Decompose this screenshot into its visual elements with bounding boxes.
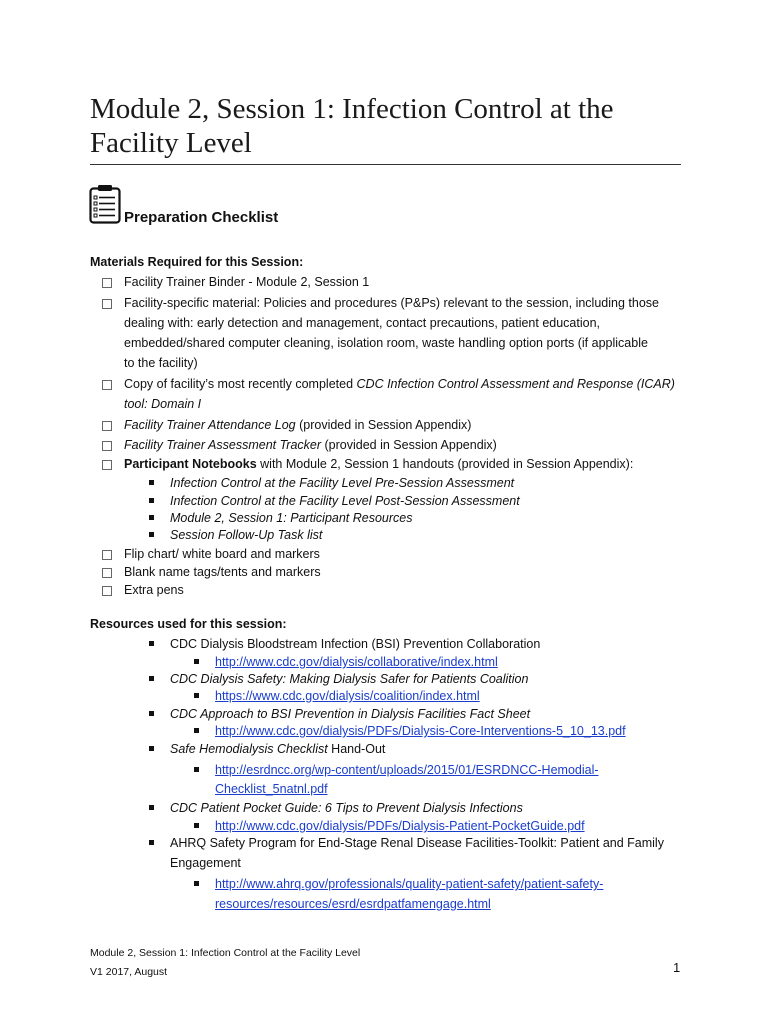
resource-link[interactable]: http://www.cdc.gov/dialysis/PDFs/Dialysis-Core-Interventions-5_10_13.pdf [215, 724, 626, 738]
bullet-icon [149, 480, 154, 485]
bullet-icon [194, 823, 199, 828]
icar-tool-title: CDC Infection Control Assessment and Response (ICAR) [356, 377, 675, 391]
notebook-handout: Infection Control at the Facility Level Pre-Session Assessment [170, 476, 515, 490]
material-item [124, 374, 675, 394]
resource-link-cont[interactable]: Checklist_5natnl.pdf [215, 782, 328, 796]
checkbox[interactable] [102, 278, 112, 288]
participant-notebooks: Participant Notebooks [124, 457, 257, 471]
material-item: Extra pens [124, 583, 184, 597]
bullet-icon [149, 532, 154, 537]
resource-item: AHRQ Safety Program for End-Stage Renal Disease Facilities-Toolkit: Patient and Family [170, 836, 664, 850]
resource-item: CDC Dialysis Safety: Making Dialysis Safer for Patients Coalition [170, 672, 529, 686]
checkbox[interactable] [102, 586, 112, 596]
material-item: Facility Trainer Binder - Module 2, Session 1 [124, 275, 370, 289]
assessment-tracker-title: Facility Trainer Assessment Tracker [124, 438, 322, 452]
checklist-icon [89, 184, 121, 224]
material-item: Facility-specific material: Policies and procedures (P&Ps) relevant to the session, including those [124, 296, 659, 310]
bullet-icon [149, 515, 154, 520]
bullet-icon [149, 676, 154, 681]
resource-link[interactable]: http://www.cdc.gov/dialysis/collaborative/index.html [215, 655, 498, 669]
resource-item: CDC Approach to BSI Prevention in Dialysis Facilities Fact Sheet [170, 707, 531, 721]
material-item [124, 435, 497, 455]
material-item-cont: tool: Domain I [124, 397, 202, 411]
material-item: Flip chart/ white board and markers [124, 547, 320, 561]
resource-item [170, 739, 385, 759]
bullet-icon [194, 728, 199, 733]
resource-item: CDC Dialysis Bloodstream Infection (BSI) Prevention Collaboration [170, 637, 541, 651]
bullet-icon [194, 881, 199, 886]
material-item-cont: embedded/shared computer cleaning, isolation room, waste handling option ports (if applicable [124, 336, 648, 350]
checkbox[interactable] [102, 441, 112, 451]
text: Hand-Out [327, 742, 386, 756]
text: Copy of facility’s most recently completed [124, 377, 357, 391]
material-item: Blank name tags/tents and markers [124, 565, 321, 579]
bullet-icon [194, 693, 199, 698]
checkbox[interactable] [102, 421, 112, 431]
resource-link[interactable]: http://www.ahrq.gov/professionals/quality-patient-safety/patient-safety- [215, 877, 604, 891]
resource-item: CDC Patient Pocket Guide: 6 Tips to Prevent Dialysis Infections [170, 801, 523, 815]
bullet-icon [194, 767, 199, 772]
checkbox[interactable] [102, 460, 112, 470]
bullet-icon [149, 641, 154, 646]
resource-link[interactable]: http://esrdncc.org/wp-content/uploads/2015/01/ESRDNCC-Hemodial- [215, 763, 599, 777]
footer-version: V1 2017, August [90, 966, 168, 978]
text: (provided in Session Appendix) [321, 438, 497, 452]
checkbox[interactable] [102, 380, 112, 390]
resource-link[interactable]: http://www.cdc.gov/dialysis/PDFs/Dialysis-Patient-PocketGuide.pdf [215, 819, 585, 833]
resource-link[interactable]: https://www.cdc.gov/dialysis/coalition/index.html [215, 689, 480, 703]
preparation-checklist-heading: Preparation Checklist [124, 209, 279, 226]
material-item-cont: to the facility) [124, 356, 198, 370]
checklist-title: Safe Hemodialysis Checklist [170, 742, 328, 756]
checkbox[interactable] [102, 550, 112, 560]
checkbox[interactable] [102, 299, 112, 309]
materials-section-title: Materials Required for this Session: [90, 255, 304, 269]
page-title [90, 92, 680, 160]
bullet-icon [194, 659, 199, 664]
notebook-handout: Infection Control at the Facility Level Post-Session Assessment [170, 494, 520, 508]
bullet-icon [149, 840, 154, 845]
material-item [124, 415, 471, 435]
bullet-icon [149, 711, 154, 716]
notebook-handout: Module 2, Session 1: Participant Resources [170, 511, 413, 525]
bullet-icon [149, 498, 154, 503]
title-line-2: Facility Level [90, 127, 252, 159]
resource-item-cont: Engagement [170, 856, 241, 870]
title-line-1: Module 2, Session 1: Infection Control at the [90, 93, 614, 125]
resources-section-title: Resources used for this session: [90, 617, 287, 631]
material-item-cont: dealing with: early detection and management, contact precautions, patient education, [124, 316, 601, 330]
notebook-handout: Session Follow-Up Task list [170, 528, 323, 542]
text: with Module 2, Session 1 handouts (provided in Session Appendix): [256, 457, 634, 471]
page-number: 1 [673, 960, 681, 975]
title-divider [90, 164, 681, 165]
material-item [124, 454, 633, 474]
attendance-log-title: Facility Trainer Attendance Log [124, 418, 296, 432]
bullet-icon [149, 805, 154, 810]
bullet-icon [149, 746, 154, 751]
footer-title: Module 2, Session 1: Infection Control at the Facility Level [90, 947, 361, 959]
checkbox[interactable] [102, 568, 112, 578]
text: (provided in Session Appendix) [295, 418, 472, 432]
resource-link-cont[interactable]: resources/resources/esrd/esrdpatfamengage.html [215, 897, 491, 911]
